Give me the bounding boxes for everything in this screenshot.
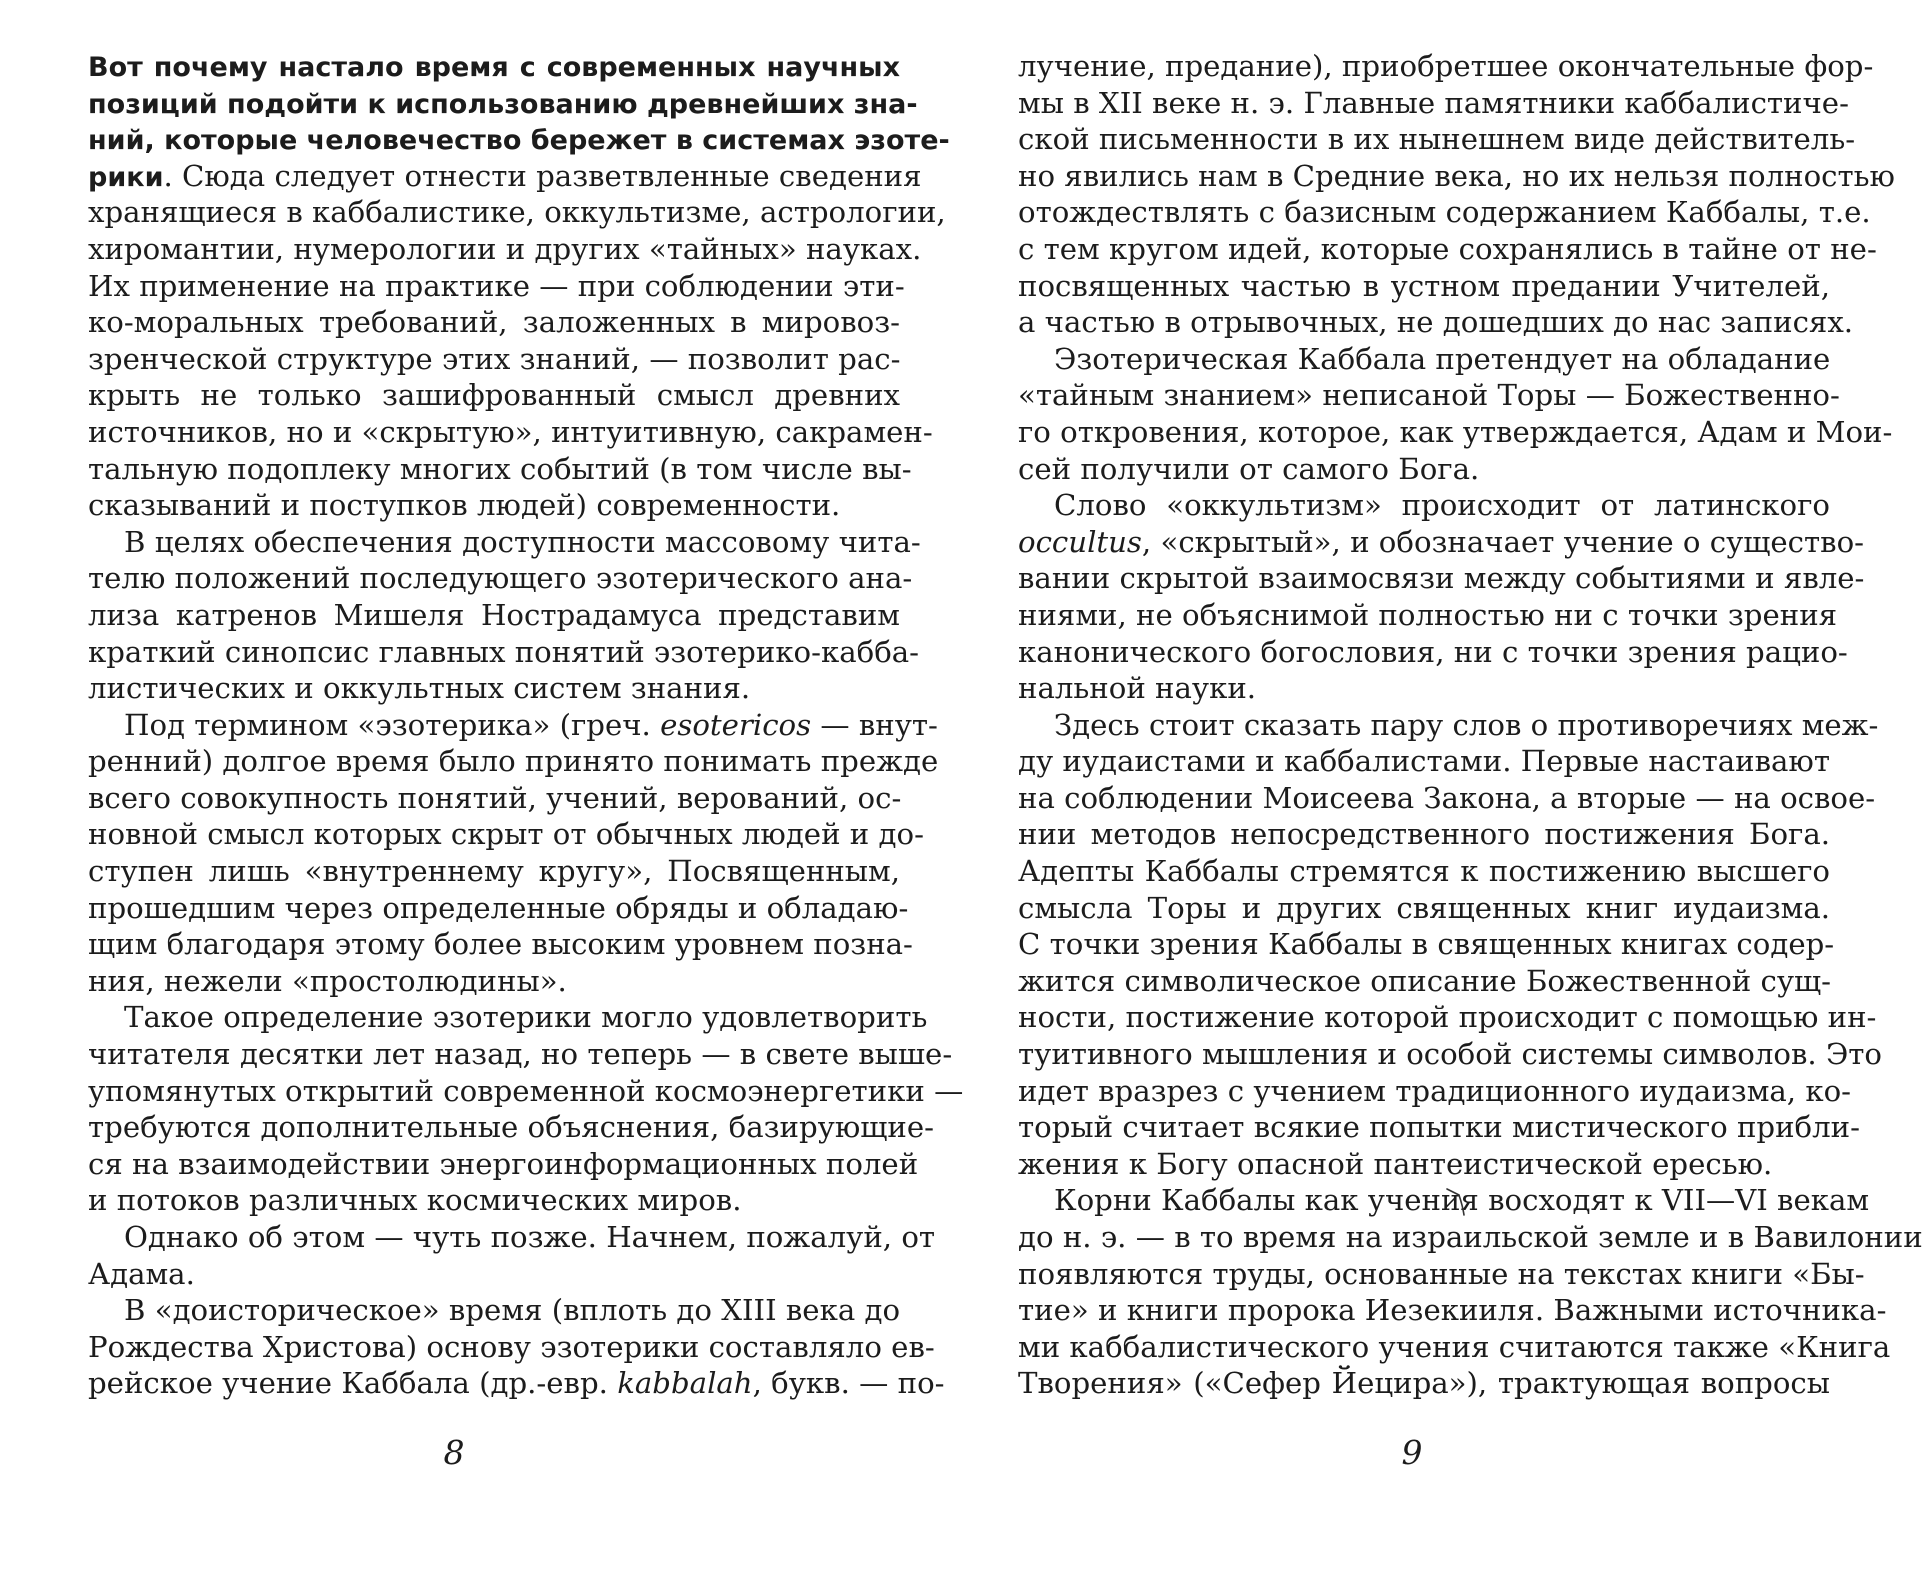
text-line — [88, 487, 900, 524]
text-line — [88, 1219, 936, 1256]
text-line — [1018, 121, 1856, 158]
text-line — [88, 780, 900, 817]
text-segment: жится символическое описание Божественной сущ- — [1018, 963, 1832, 998]
text-segment: лучение, предание), приобретшее окончательные фор- — [1018, 49, 1874, 83]
text-segment: В целях обеспечения доступности массовому чита- — [124, 524, 921, 559]
text-line — [1018, 560, 1865, 597]
text-line — [88, 341, 900, 378]
text-segment: листических и оккультных систем знания. — [88, 671, 751, 706]
text-segment: хранящиеся в каббалистике, оккультизме, астрологии, — [88, 195, 946, 230]
italic-term: kabbalah — [617, 1366, 753, 1401]
page-text — [1018, 48, 1923, 1428]
text-line — [1018, 926, 1835, 963]
text-segment: ми каббалистического учения считаются также «Книга — [1018, 1329, 1891, 1364]
text-segment: Адама. — [88, 1256, 195, 1291]
page-right — [1018, 48, 1923, 1472]
text-segment: С точки зрения Каббалы в священных книгах содер- — [1018, 927, 1835, 962]
text-segment: ности, постижение которой происходит с помощью ин- — [1018, 1000, 1877, 1035]
text-segment: В «доисторическое» время (вплоть до XIII века до — [124, 1293, 901, 1328]
italic-term: occultus — [1018, 524, 1142, 559]
text-segment: рейское учение Каббала (др.-евр. — [88, 1366, 618, 1401]
text-line — [1018, 1256, 1865, 1293]
text-segment: ренний) долгое время было принято понимать прежде — [88, 744, 939, 779]
bold-text: рики — [88, 161, 164, 193]
text-segment: , букв. — по- — [752, 1366, 945, 1401]
text-segment: Такое определение эзотерики могло удовлетворить — [124, 1000, 928, 1035]
text-segment: ния, нежели «простолюдины». — [88, 963, 567, 998]
page-text — [88, 48, 964, 1428]
text-line — [88, 377, 900, 414]
text-segment: нальной науки. — [1018, 671, 1257, 706]
text-segment: крыть не только зашифрованный смысл древних — [88, 378, 900, 413]
text-line — [88, 1109, 934, 1146]
text-segment: идет вразрез с учением традиционного иудаизма, ко- — [1018, 1073, 1852, 1108]
text-segment: Эзотерическая Каббала претендует на обладание — [1054, 341, 1831, 376]
text-line — [1018, 451, 1830, 488]
text-line — [88, 999, 928, 1036]
text-segment: Однако об этом — чуть позже. Начнем, пожалуй, от — [124, 1220, 936, 1254]
text-line — [88, 268, 905, 305]
text-line — [1018, 1219, 1923, 1256]
text-segment: краткий синопсис главных понятий эзотерико-кабба- — [88, 634, 920, 669]
text-line — [1018, 743, 1830, 780]
text-segment: . Сюда следует отнести разветвленные сведения — [163, 158, 922, 193]
text-line — [88, 1329, 935, 1366]
text-segment: мы в XII веке н. э. Главные памятники каббалистиче- — [1018, 85, 1849, 120]
text-segment: Под термином «эзотерика» (греч. — [124, 707, 661, 742]
text-segment: ко-моральных требований, заложенных в мировоз- — [88, 305, 900, 340]
text-segment: а частью в отрывочных, не дошедших до нас записях. — [1018, 305, 1854, 340]
bold-text: ний, которые человечество бережет в системах эзоте- — [88, 125, 950, 157]
text-segment: жения к Богу опасной пантеистической ересью. — [1018, 1146, 1773, 1181]
text-segment: ступен лишь «внутреннему кругу», Посвященным, — [88, 854, 900, 889]
text-line — [1018, 1292, 1887, 1329]
text-segment: нии методов непосредственного постижения Бога. — [1018, 817, 1830, 852]
text-line — [1018, 231, 1877, 268]
text-segment: го откровения, которое, как утверждается, Адам и Мои- — [1018, 414, 1893, 449]
text-segment: — внут- — [811, 707, 938, 742]
text-line — [1018, 158, 1895, 195]
text-segment: ниями, не объяснимой полностью ни с точки зрения — [1018, 597, 1838, 632]
text-segment: смысла Торы и других священных книг иудаизма. — [1018, 890, 1830, 925]
text-segment: отождествлять с базисным содержанием Каббалы, т.е. — [1018, 195, 1871, 230]
text-line — [88, 158, 922, 195]
text-line — [1018, 999, 1877, 1036]
text-line — [1018, 780, 1876, 817]
text-line — [88, 853, 900, 890]
text-segment: читателя десятки лет назад, но теперь — в свете выше- — [88, 1037, 953, 1072]
text-line — [88, 560, 913, 597]
text-line — [1018, 268, 1830, 305]
text-segment: до н. э. — в то время на израильской земле и в Вавилонии — [1018, 1220, 1923, 1254]
text-line — [88, 48, 900, 85]
text-segment: туитивного мышления и особой системы символов. Это — [1018, 1037, 1882, 1072]
page-number: 8 — [443, 1433, 465, 1472]
page-left — [88, 48, 964, 1472]
text-line — [88, 451, 912, 488]
text-segment: Их применение на практике — при соблюдении эти- — [88, 268, 905, 303]
text-line — [1018, 194, 1871, 231]
text-line — [88, 634, 920, 671]
text-segment: вании скрытой взаимосвязи между событиями и явле- — [1018, 561, 1865, 596]
text-segment: сей получили от самого Бога. — [1018, 451, 1480, 486]
text-line — [88, 1146, 919, 1183]
text-line — [1018, 707, 1879, 744]
text-segment: появляются труды, основанные на текстах книги «Бы- — [1018, 1256, 1865, 1291]
text-line — [88, 926, 913, 963]
text-line — [88, 1292, 900, 1329]
text-line — [1018, 1365, 1830, 1402]
text-segment: ской письменности в их нынешнем виде действитель- — [1018, 122, 1856, 157]
text-segment: Слово «оккультизм» происходит от латинского — [1054, 488, 1830, 523]
text-segment: источников, но и «скрытую», интуитивную, сакрамен- — [88, 414, 933, 449]
text-line — [88, 1036, 953, 1073]
text-line — [1018, 963, 1830, 1000]
text-line — [88, 707, 938, 744]
text-line — [1018, 890, 1830, 927]
text-line — [1018, 597, 1838, 634]
text-segment: ся на взаимодействии энергоинформационных полей — [88, 1146, 919, 1181]
text-line — [1018, 1109, 1860, 1146]
text-line — [88, 890, 909, 927]
page-number: 9 — [1401, 1433, 1423, 1472]
text-segment: «тайным знанием» неписаной Торы — Божественно- — [1018, 378, 1840, 413]
text-line — [1018, 304, 1854, 341]
text-segment: прошедшим через определенные обряды и обладаю- — [88, 890, 909, 925]
text-segment: зренческой структуре этих знаний, — позволит рас- — [88, 341, 901, 376]
text-line — [88, 304, 900, 341]
text-segment: лиза катренов Мишеля Нострадамуса представим — [88, 597, 900, 632]
text-line — [1018, 85, 1849, 122]
text-line — [1018, 487, 1830, 524]
text-line — [88, 231, 922, 268]
text-line — [1018, 670, 1830, 707]
text-line — [88, 670, 900, 707]
text-segment: но явились нам в Средние века, но их нельзя полностью — [1018, 158, 1895, 193]
text-line — [1018, 816, 1830, 853]
text-line — [88, 414, 933, 451]
text-line — [88, 194, 946, 231]
text-line — [88, 597, 900, 634]
bold-text: позиций подойти к использованию древнейших зна- — [88, 88, 918, 120]
text-line — [1018, 1073, 1852, 1110]
text-line — [1018, 1036, 1882, 1073]
text-segment: сказываний и поступков людей) современности. — [88, 488, 841, 523]
text-segment: Здесь стоит сказать пару слов о противоречиях меж- — [1054, 707, 1879, 742]
text-line — [1018, 1182, 1870, 1219]
italic-term: esotericos — [660, 707, 812, 742]
text-segment: Адепты Каббалы стремятся к постижению высшего — [1018, 854, 1830, 889]
text-segment: тальную подоплеку многих событий (в том числе вы- — [88, 451, 912, 486]
text-line — [88, 85, 918, 122]
text-line — [88, 1182, 900, 1219]
text-segment: упомянутых открытий современной космоэнергетики — — [88, 1073, 964, 1108]
text-line — [1018, 1329, 1891, 1366]
text-segment: канонического богословия, ни с точки зрения рацио- — [1018, 634, 1848, 669]
text-segment: новной смысл которых скрыт от обычных людей и до- — [88, 817, 924, 852]
text-segment: ду иудаистами и каббалистами. Первые настаивают — [1018, 744, 1830, 779]
text-segment: и потоков различных космических миров. — [88, 1183, 742, 1218]
text-line — [1018, 377, 1840, 414]
text-line — [88, 524, 921, 561]
text-segment: всего совокупность понятий, учений, верований, ос- — [88, 780, 902, 815]
text-line — [88, 1256, 900, 1293]
text-line — [1018, 48, 1874, 85]
text-line — [1018, 1146, 1830, 1183]
text-segment: Творения» («Сефер Йецира»), трактующая вопросы — [1018, 1366, 1830, 1401]
text-line — [88, 121, 950, 158]
text-segment: с тем кругом идей, которые сохранялись в тайне от не- — [1018, 231, 1877, 266]
text-segment: на соблюдении Моисеева Закона, а вторые — на освое- — [1018, 780, 1876, 815]
pen-mark — [1446, 1181, 1468, 1225]
text-line — [88, 1365, 945, 1402]
text-segment: Рождества Христова) основу эзотерики составляло ев- — [88, 1329, 935, 1364]
text-line — [1018, 414, 1893, 451]
text-line — [1018, 524, 1865, 561]
text-segment: торый считает всякие попытки мистического прибли- — [1018, 1110, 1860, 1145]
text-line — [1018, 341, 1830, 378]
text-segment: требуются дополнительные объяснения, базирующие- — [88, 1110, 934, 1145]
text-line — [1018, 634, 1848, 671]
text-line — [1018, 853, 1830, 890]
text-segment: хиромантии, нумерологии и других «тайных» науках. — [88, 231, 922, 266]
text-segment: посвященных частью в устном предании Учителей, — [1018, 268, 1830, 303]
text-segment: телю положений последующего эзотерического ана- — [88, 561, 913, 596]
bold-text: Вот почему настало время с современных научных — [88, 52, 900, 83]
text-segment: щим благодаря этому более высоким уровнем позна- — [88, 927, 913, 962]
text-segment: тие» и книги пророка Иезекииля. Важными источника- — [1018, 1293, 1887, 1328]
text-line — [88, 1073, 964, 1110]
text-segment: Корни Каббалы как учения восходят к VII—VI векам — [1054, 1183, 1870, 1218]
text-line — [88, 743, 939, 780]
text-line — [88, 963, 900, 1000]
text-segment: , «скрытый», и обозначает учение о существо- — [1141, 524, 1865, 559]
text-line — [88, 816, 924, 853]
